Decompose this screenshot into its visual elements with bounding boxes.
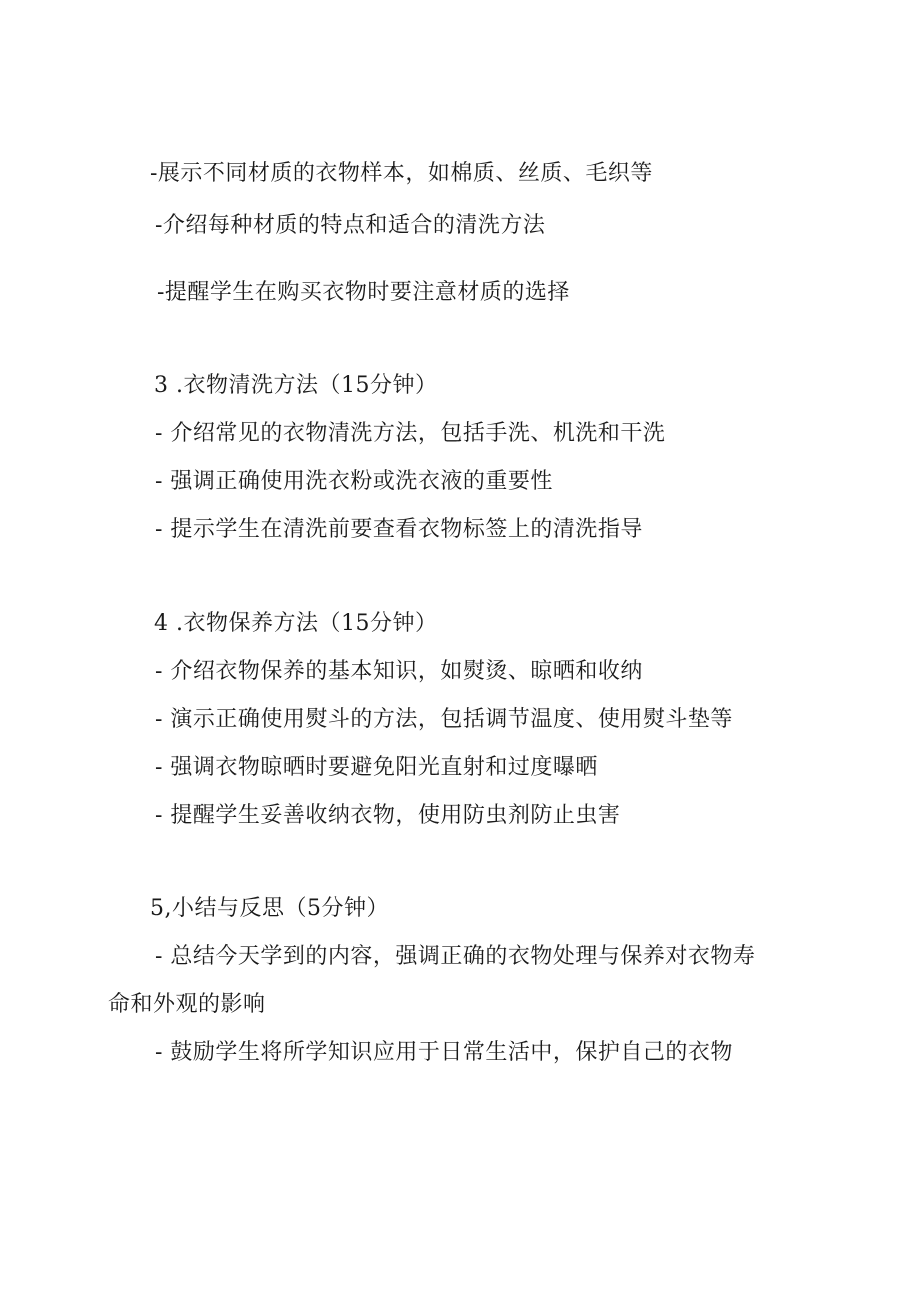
list-item: - 提醒学生妥善收纳衣物，使用防虫剂防止虫害 bbox=[155, 803, 621, 828]
list-item: - 鼓励学生将所学知识应用于日常生活中，保护自己的衣物 bbox=[155, 1040, 733, 1065]
section-heading: 3 .衣物清洗方法（15分钟） bbox=[154, 373, 438, 398]
list-item: -提醒学生在购买衣物时要注意材质的选择 bbox=[157, 280, 570, 305]
list-item: -介绍每种材质的特点和适合的清洗方法 bbox=[155, 213, 546, 238]
list-item: - 强调正确使用洗衣粉或洗衣液的重要性 bbox=[155, 469, 553, 494]
list-item-continuation: 命和外观的影响 bbox=[108, 992, 266, 1017]
section-heading: 5,小结与反思（5分钟） bbox=[150, 896, 389, 921]
list-item: - 介绍常见的衣物清洗方法，包括手洗、机洗和干洗 bbox=[155, 421, 666, 446]
list-item: - 介绍衣物保养的基本知识，如熨烫、晾晒和收纳 bbox=[155, 659, 643, 684]
list-item: - 总结今天学到的内容，强调正确的衣物处理与保养对衣物寿 bbox=[155, 944, 756, 969]
list-item: -展示不同材质的衣物样本，如棉质、丝质、毛织等 bbox=[150, 161, 653, 186]
list-item: - 提示学生在清洗前要查看衣物标签上的清洗指导 bbox=[155, 517, 643, 542]
section-heading: 4 .衣物保养方法（15分钟） bbox=[154, 611, 438, 636]
list-item: - 强调衣物晾晒时要避免阳光直射和过度曝晒 bbox=[155, 755, 598, 780]
list-item: - 演示正确使用熨斗的方法，包括调节温度、使用熨斗垫等 bbox=[155, 707, 733, 732]
